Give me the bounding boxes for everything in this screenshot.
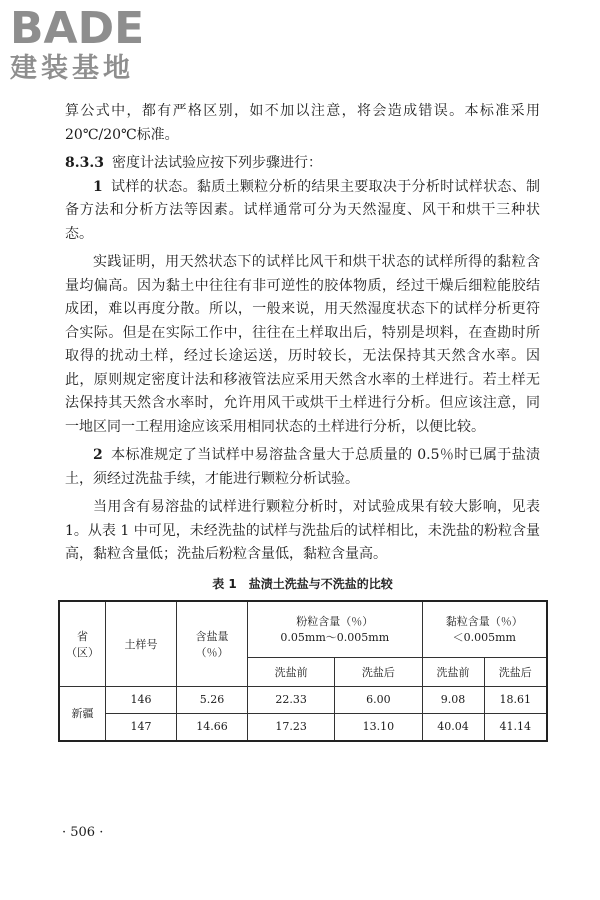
- cell-region: 新疆: [59, 686, 106, 741]
- table-header-row: [59, 601, 547, 658]
- section-number: 8.3.3: [65, 155, 104, 171]
- cell-sample: 146: [106, 686, 177, 713]
- page-body: [65, 100, 540, 742]
- header-silt: 粉粒含量（％） 0.05mm～0.005mm: [248, 601, 423, 658]
- header-salt: 含盐量 （％）: [177, 601, 248, 687]
- item-text: 试样的状态。黏质土颗粒分析的结果主要取决于分析时试样状态、制备方法和分析方法等因素。试样通常可分为天然湿度、风干和烘干三种状态。: [65, 178, 540, 242]
- cell-salt: 14.66: [177, 713, 248, 741]
- header-clay-before: 洗盐前: [422, 657, 484, 686]
- item-number: 2: [93, 447, 103, 463]
- cell-silt-before: 17.23: [248, 713, 335, 741]
- item-number: 1: [93, 178, 103, 195]
- header-silt-after: 洗盐后: [335, 657, 422, 686]
- page-number: · 506 ·: [62, 825, 104, 840]
- cell-clay-before: 9.08: [422, 686, 484, 713]
- cell-silt-after: 6.00: [335, 686, 422, 713]
- header-clay-after: 洗盐后: [484, 657, 547, 686]
- header-sample: 土样号: [106, 601, 177, 687]
- paragraph-practice: 实践证明，用天然状态下的试样比风干和烘干状态的试样所得的黏粒含量均偏高。因为黏土中往往有非可逆性的胶体物质，经过干燥后细粒能胶结成团，难以再度分散。所以，一般来说，用天然湿度状态下的试样分析更符合实际。但是在实际工作中，往往在土样取出后，特别是坝料，在查勘时所取得的扰动土样，经过长途运送，历时较长，无法保持其天然含水率。因此，原则规定密度计法和移液管法应采用天然含水率的土样进行。若土样无法保持其天然含水率时，允许用风干或烘干土样进行分析。但应该注意，同一地区同一工程用途应该采用相同状态的土样进行分析，以便比较。: [65, 254, 540, 435]
- cell-clay-after: 41.14: [484, 713, 547, 741]
- cell-sample: 147: [106, 713, 177, 741]
- cell-clay-after: 18.61: [484, 686, 547, 713]
- comparison-table: [58, 600, 548, 742]
- item-text: 本标准规定了当试样中易溶盐含量大于总质量的 0.5％时已属于盐渍土，须经过洗盐手续，才能进行颗粒分析试验。: [65, 447, 540, 487]
- table-row: [59, 686, 547, 713]
- paragraph-item-1: [65, 176, 540, 247]
- watermark-logo: [10, 3, 180, 86]
- table-row: [59, 713, 547, 741]
- header-silt-before: 洗盐前: [248, 657, 335, 686]
- table-title: 表 1 盐渍土洗盐与不洗盐的比较: [212, 576, 393, 591]
- logo-subtitle: 建装基地: [10, 53, 134, 84]
- header-clay: 黏粒含量（％） ＜0.005mm: [422, 601, 547, 658]
- cell-silt-after: 13.10: [335, 713, 422, 741]
- logo-brand: BADE: [10, 3, 145, 54]
- cell-salt: 5.26: [177, 686, 248, 713]
- paragraph-continuation: 算公式中，都有严格区别，如不加以注意，将会造成错误。本标准采用 20℃/20℃标准。: [65, 103, 540, 143]
- cell-silt-before: 22.33: [248, 686, 335, 713]
- paragraph-item-2: [65, 444, 540, 491]
- section-text: 密度计法试验应按下列步骤进行：: [111, 155, 322, 171]
- section-heading: [65, 152, 540, 176]
- paragraph-salt-effect: 当用含有易溶盐的试样进行颗粒分析时，对试验成果有较大影响，见表 1。从表 1 中可见，未经洗盐的试样与洗盐后的试样相比，未洗盐的粉粒含量高，黏粒含量低；洗盐后粉粒含量低，黏粒含量高。: [65, 499, 540, 562]
- header-province: 省 （区）: [59, 601, 106, 687]
- cell-clay-before: 40.04: [422, 713, 484, 741]
